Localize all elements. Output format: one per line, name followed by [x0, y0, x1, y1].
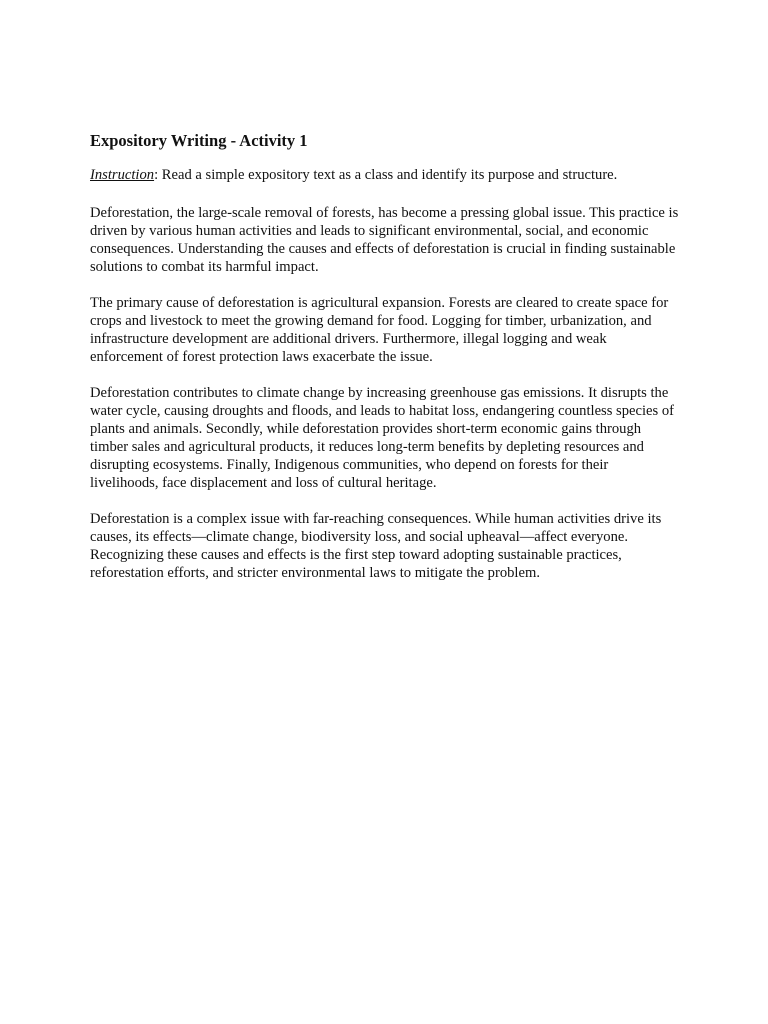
instruction-text: : Read a simple expository text as a class and identify its purpose and structure. [154, 167, 618, 183]
paragraph-causes: The primary cause of deforestation is agricultural expansion. Forests are cleared to create space for crops and livestock to meet the growing demand for food. Logging for timber, urbanization, and infrastructure development are additional drivers. Furthermore, illegal logging and weak enforcement of forest protection laws exacerbate the issue. [90, 295, 669, 365]
instruction-line [90, 166, 680, 184]
document-title: Expository Writing - Activity 1 [90, 131, 308, 150]
document-page [90, 130, 680, 600]
instruction-label: Instruction [90, 167, 155, 183]
paragraph-conclusion: Deforestation is a complex issue with far-reaching consequences. While human activities drive its causes, its effects—climate change, biodiversity loss, and social upheaval—affect everyone. Recognizing these causes and effects is the first step toward adopting sustainable practices, reforestation efforts, and stricter environmental laws to mitigate the problem. [90, 511, 662, 581]
paragraph-introduction: Deforestation, the large-scale removal of forests, has become a pressing global issue. This practice is driven by various human activities and leads to significant environmental, social, and economic consequences. Understanding the causes and effects of deforestation is crucial in finding sustainable solutions to combat its harmful impact. [90, 205, 679, 275]
paragraph-effects: Deforestation contributes to climate change by increasing greenhouse gas emissions. It disrupts the water cycle, causing droughts and floods, and leads to habitat loss, endangering countless species of plants and animals. Secondly, while deforestation provides short-term economic gains through timber sales and agricultural products, it reduces long-term benefits by depleting resources and disrupting ecosystems. Finally, Indigenous communities, who depend on forests for their livelihoods, face displacement and loss of cultural heritage. [90, 385, 674, 491]
